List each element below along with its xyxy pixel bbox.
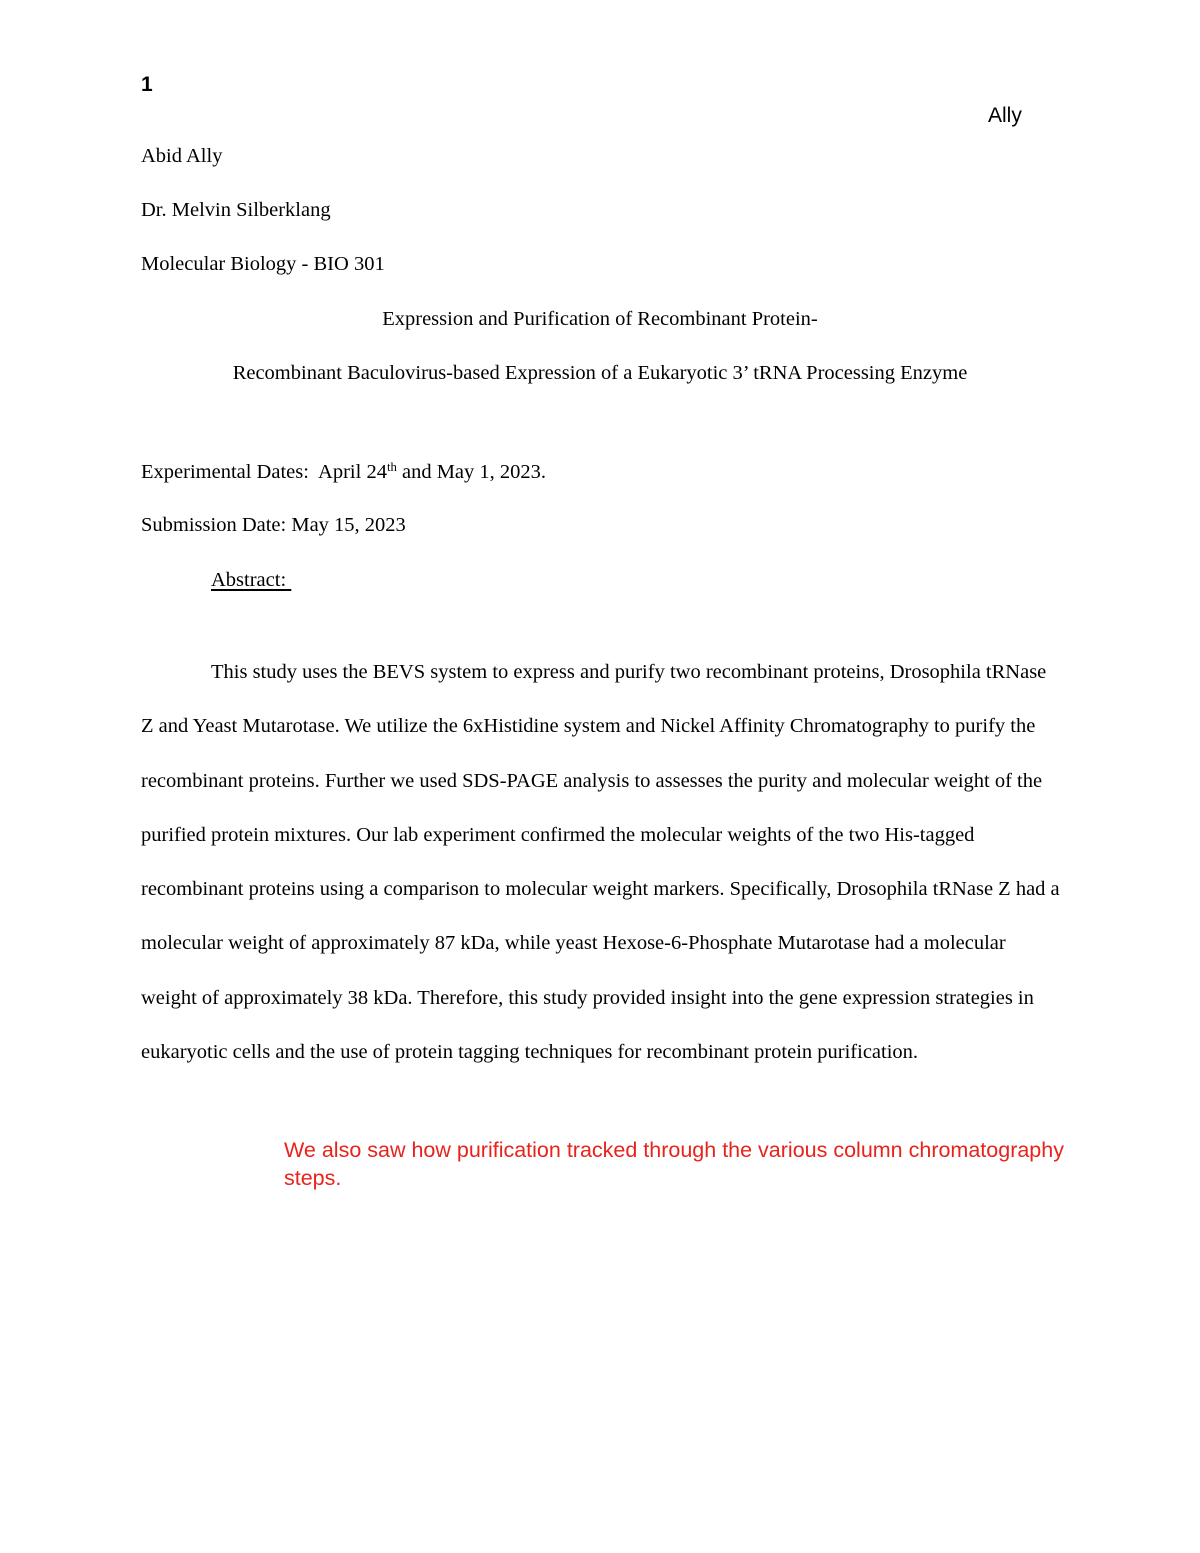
title-line-1: Expression and Purification of Recombinant Protein-	[382, 308, 818, 330]
experimental-dates	[141, 459, 546, 485]
course-name: Molecular Biology - BIO 301	[141, 253, 385, 275]
title-line-2: Recombinant Baculovirus-based Expression of a Eukaryotic 3’ tRNA Processing Enzyme	[232, 362, 968, 384]
experimental-dates-prefix: Experimental Dates: April 24	[141, 461, 387, 483]
instructor-name: Dr. Melvin Silberklang	[141, 199, 331, 221]
annotation-line-2: steps.	[284, 1166, 342, 1190]
annotation-line-1: We also saw how purification tracked through the various column chromatography	[284, 1138, 1064, 1162]
student-name: Abid Ally	[141, 145, 223, 167]
page-number: 1	[141, 73, 153, 96]
abstract-heading: Abstract:	[211, 569, 292, 591]
reviewer-annotation	[284, 1136, 1064, 1192]
abstract-body: This study uses the BEVS system to express and purify two recombinant proteins, Drosophila tRNase Z and Yeast Mutarotase. We utilize the 6xHistidine system and Nickel Affinity Chromatography to purify the recombinant proteins. Further we used SDS-PAGE analysis to assesses the purity and molecular weight of the purified protein mixtures. Our lab experiment confirmed the molecular weights of the two His-tagged recombinant proteins using a comparison to molecular weight markers. Specifically, Drosophila tRNase Z had a molecular weight of approximately 87 kDa, while yeast Hexose-6-Phosphate Mutarotase had a molecular weight of approximately 38 kDa. Therefore, this study provided insight into the gene expression strategies in eukaryotic cells and the use of protein tagging techniques for recombinant protein purification.	[141, 661, 1060, 1064]
submission-date: Submission Date: May 15, 2023	[141, 514, 406, 536]
experimental-dates-suffix: and May 1, 2023.	[396, 461, 547, 483]
experimental-dates-superscript: th	[386, 460, 397, 475]
running-head: Ally	[988, 104, 1022, 127]
